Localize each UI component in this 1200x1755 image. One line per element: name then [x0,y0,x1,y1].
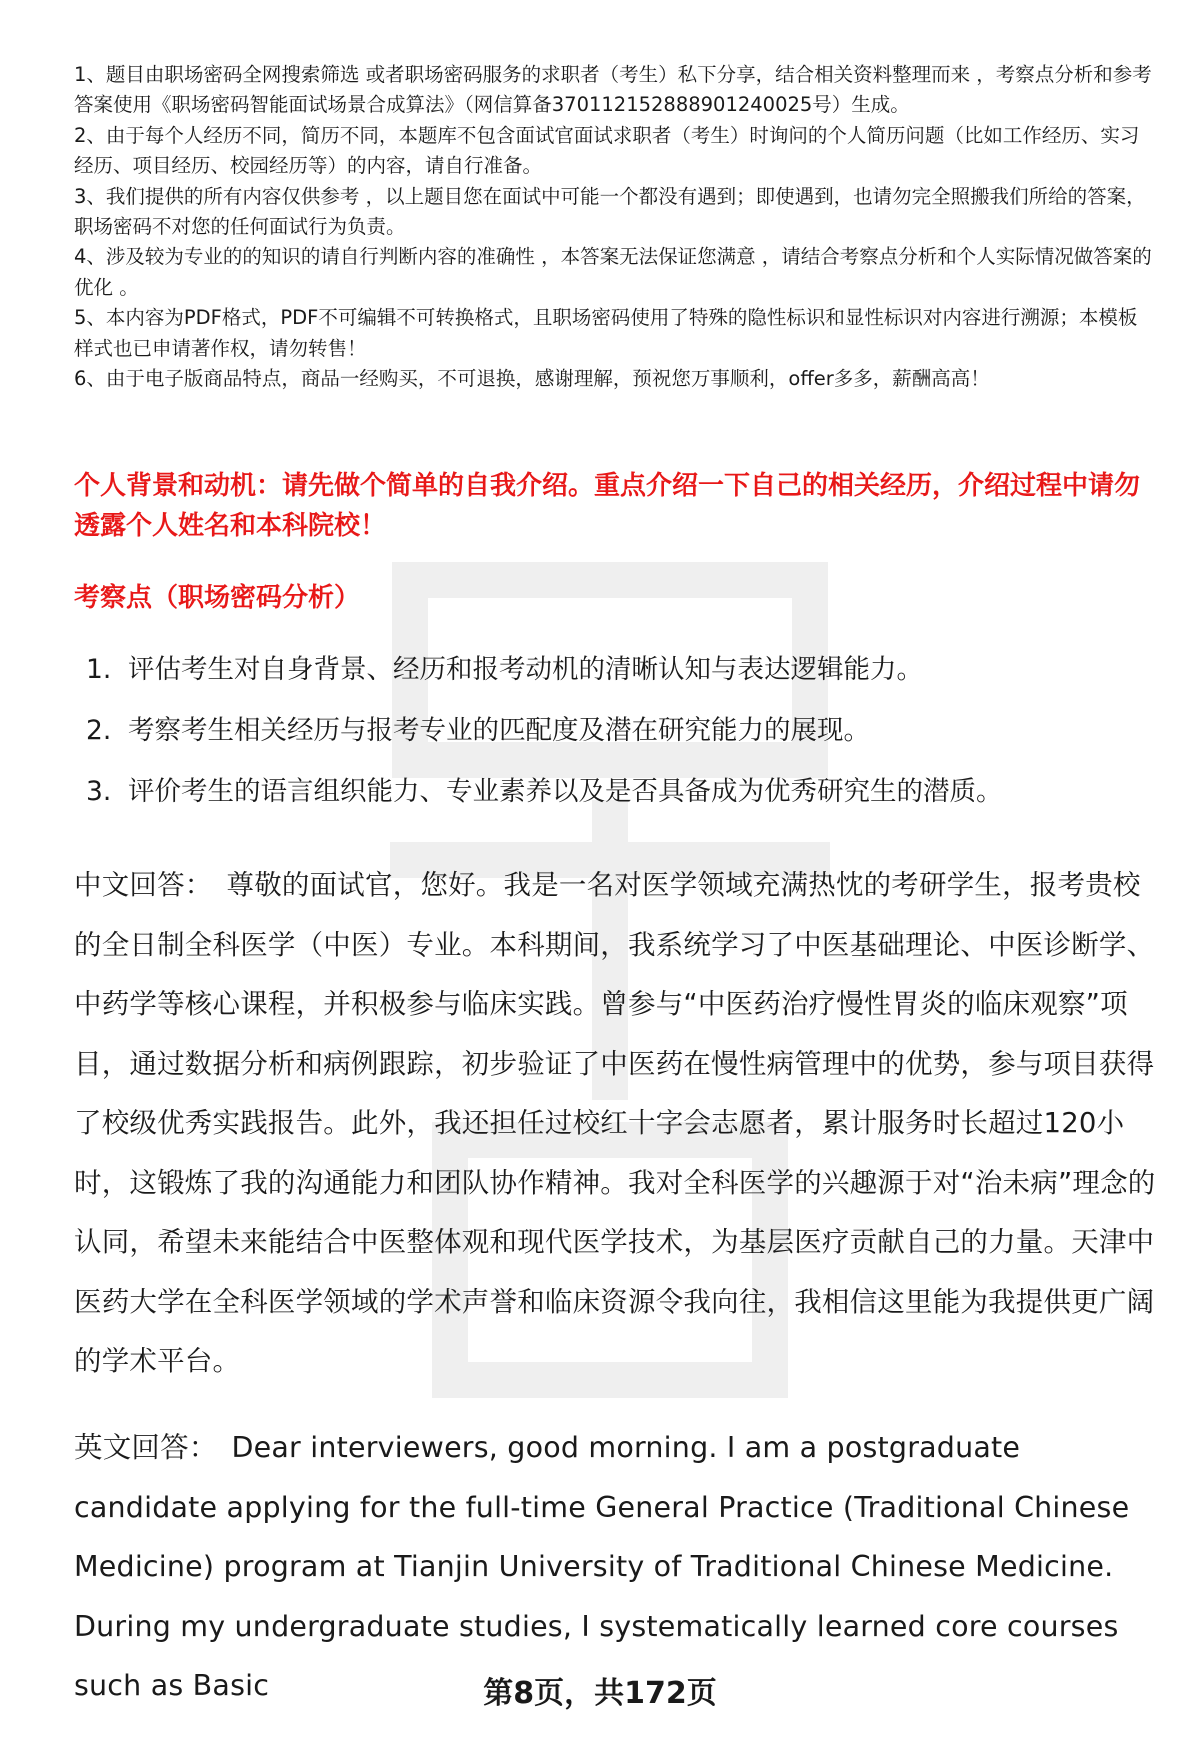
chinese-answer [74,856,1164,1392]
point-text: 考察考生相关经历与报考专业的匹配度及潜在研究能力的展现。 [128,715,870,746]
analysis-points [74,650,1154,833]
disclaimer-item: 2、由于每个人经历不同，简历不同，本题库不包含面试官面试求职者（考生）时询问的个人简历问题（比如工作经历、实习经历、项目经历、校园经历等）的内容，请自行准备。 [74,123,1140,178]
english-answer-label: 英文回答： [74,1431,218,1464]
point-number: 3. [86,776,112,807]
point-number: 2. [86,715,112,746]
question-heading: 个人背景和动机：请先做个简单的自我介绍。重点介绍一下自己的相关经历，介绍过程中请勿透露个人姓名和本科院校！ [74,471,1141,541]
disclaimer-list [74,60,1154,394]
chinese-answer-text: 尊敬的面试官，您好。我是一名对医学领域充满热忱的考研学生，报考贵校的全日制全科医学（中医）专业。本科期间，我系统学习了中医基础理论、中医诊断学、中药学等核心课程，并积极参与临床实践。曾参与“中医药治疗慢性胃炎的临床观察”项目，通过数据分析和病例跟踪，初步验证了中医药在慢性病管理中的优势，参与项目获得了校级优秀实践报告。此外，我还担任过校红十字会志愿者，累计服务时长超过120小时，这锻炼了我的沟通能力和团队协作精神。我对全科医学的兴趣源于对“治未病”理念的认同，希望未来能结合中医整体观和现代医学技术，为基层医疗贡献自己的力量。天津中医药大学在全科医学领域的学术声誉和临床资源令我向往，我相信这里能为我提供更广阔的学术平台。 [74,869,1156,1377]
analysis-heading: 考察点（职场密码分析） [74,583,361,613]
disclaimer-item: 6、由于电子版商品特点，商品一经购买，不可退换，感谢理解，预祝您万事顺利，offer多多，薪酬高高！ [74,367,990,391]
chinese-answer-label: 中文回答： [74,869,213,901]
disclaimer-item: 3、我们提供的所有内容仅供参考 ，以上题目您在面试中可能一个都没有遇到；即使遇到，也请勿完全照搬我们所给的答案，职场密码不对您的任何面试行为负责。 [74,184,1146,239]
analysis-point [74,650,1154,690]
page-number: 第8页，共172页 [483,1676,717,1711]
point-text: 评估考生对自身背景、经历和报考动机的清晰认知与表达逻辑能力。 [128,654,923,685]
disclaimer-item: 1、题目由职场密码全网搜索筛选 或者职场密码服务的求职者（考生）私下分享，结合相关资料整理而来 ，考察点分析和参考答案使用《职场密码智能面试场景合成算法》（网信算备370112152888901240025号）生成。 [74,63,1152,117]
disclaimer-item: 4、涉及较为专业的的知识的请自行判断内容的准确性 ，本答案无法保证您满意 ，请结合考察点分析和个人实际情况做答案的优化 。 [74,245,1152,299]
analysis-point [74,772,1154,812]
analysis-point [74,711,1154,751]
disclaimer-item: 5、本内容为PDF格式，PDF不可编辑不可转换格式，且职场密码使用了特殊的隐性标识和显性标识对内容进行溯源；本模板样式也已申请著作权，请勿转售！ [74,306,1138,360]
english-answer-text: Dear interviewers, good morning. I am a postgraduate candidate applying for the full-time General Practice (Traditional Chinese Medicine) program at Tianjin University of Traditional Chinese Medicine. During my undergraduate studies, I systematically learned core courses such as Basic [74,1431,1130,1702]
point-text: 评价考生的语言组织能力、专业素养以及是否具备成为优秀研究生的潜质。 [128,776,1003,807]
english-answer [74,1418,1164,1716]
point-number: 1. [86,654,112,685]
